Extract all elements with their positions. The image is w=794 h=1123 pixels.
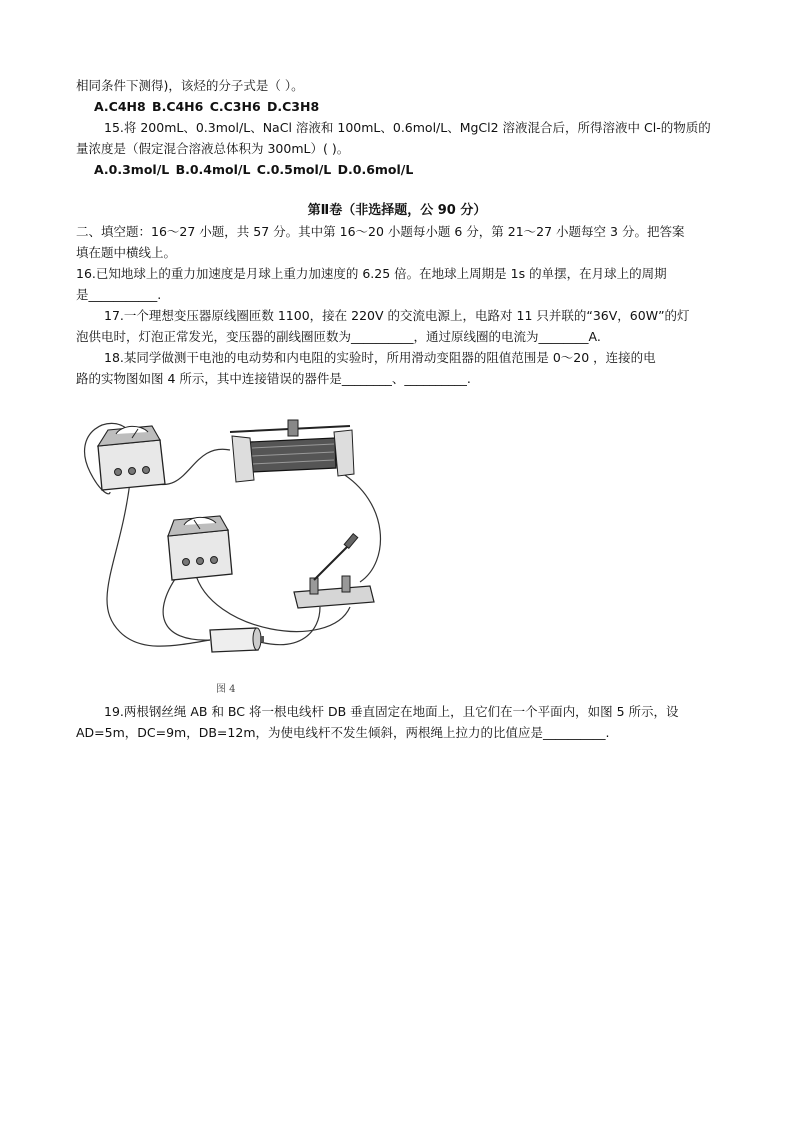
rheostat-icon: [230, 420, 354, 482]
fill-in-instructions-cont: 填在题中横线上。: [76, 245, 177, 260]
q14-stem-end: 相同条件下测得)，该烃的分子式是（ ）。: [76, 78, 304, 93]
section-title: 第Ⅱ卷（非选择题，公 90 分）: [307, 203, 487, 218]
q16-stem: 16.已知地球上的重力加速度是月球上重力加速度的 6.25 倍。在地球上周期是 1s 的单摆，在月球上的周期: [76, 266, 667, 281]
q15-stem-cont: 量浓度是（假定混合溶液总体积为 300mL）( )。: [76, 141, 350, 156]
switch-icon: [294, 534, 374, 608]
q15-options: A.0.3mol/L B.0.4mol/L C.0.5mol/L D.0.6mol/L: [94, 162, 414, 177]
fill-in-instructions: 二、填空题：16～27 小题，共 57 分。其中第 16～20 小题每小题 6 分，第 21～27 小题每空 3 分。把答案: [76, 224, 685, 239]
wire: [340, 472, 380, 582]
voltmeter-icon: [168, 516, 232, 580]
q14-options: A.C4H8 B.C4H6 C.C3H6 D.C3H8: [94, 99, 320, 114]
q19-stem-cont: AD=5m，DC=9m，DB=12m，为使电线杆不发生倾斜，两根绳上拉力的比值应是__________.: [76, 725, 610, 740]
figure-caption: 图 4: [216, 684, 236, 695]
q16-stem-cont: 是___________.: [76, 287, 162, 302]
wire: [163, 572, 210, 640]
circuit-figure-4: [70, 402, 410, 692]
q15-stem: 15.将 200mL、0.3mol/L、NaCl 溶液和 100mL、0.6mol/L、MgCl2 溶液混合后，所得溶液中 Cl-的物质的: [104, 120, 711, 135]
q18-stem-cont: 路的实物图如图 4 所示，其中连接错误的器件是________、__________.: [76, 371, 471, 386]
q17-stem-cont: 泡供电时，灯泡正常发光，变压器的副线圈匝数为__________，通过原线圈的电流为________A.: [76, 329, 601, 344]
battery-icon: [210, 628, 264, 652]
q17-stem: 17.一个理想变压器原线圈匝数 1100，接在 220V 的交流电源上，电路对 11 只并联的“36V，60W”的灯: [104, 308, 690, 323]
ammeter-icon: [98, 426, 165, 490]
wire: [260, 607, 320, 645]
q18-stem: 18.某同学做测干电池的电动势和内电阻的实验时，所用滑动变阻器的阻值范围是 0～20 ，连接的电: [104, 350, 656, 365]
q19-stem: 19.两根钢丝绳 AB 和 BC 将一根电线杆 DB 垂直固定在地面上，且它们在一个平面内，如图 5 所示，设: [104, 704, 679, 719]
